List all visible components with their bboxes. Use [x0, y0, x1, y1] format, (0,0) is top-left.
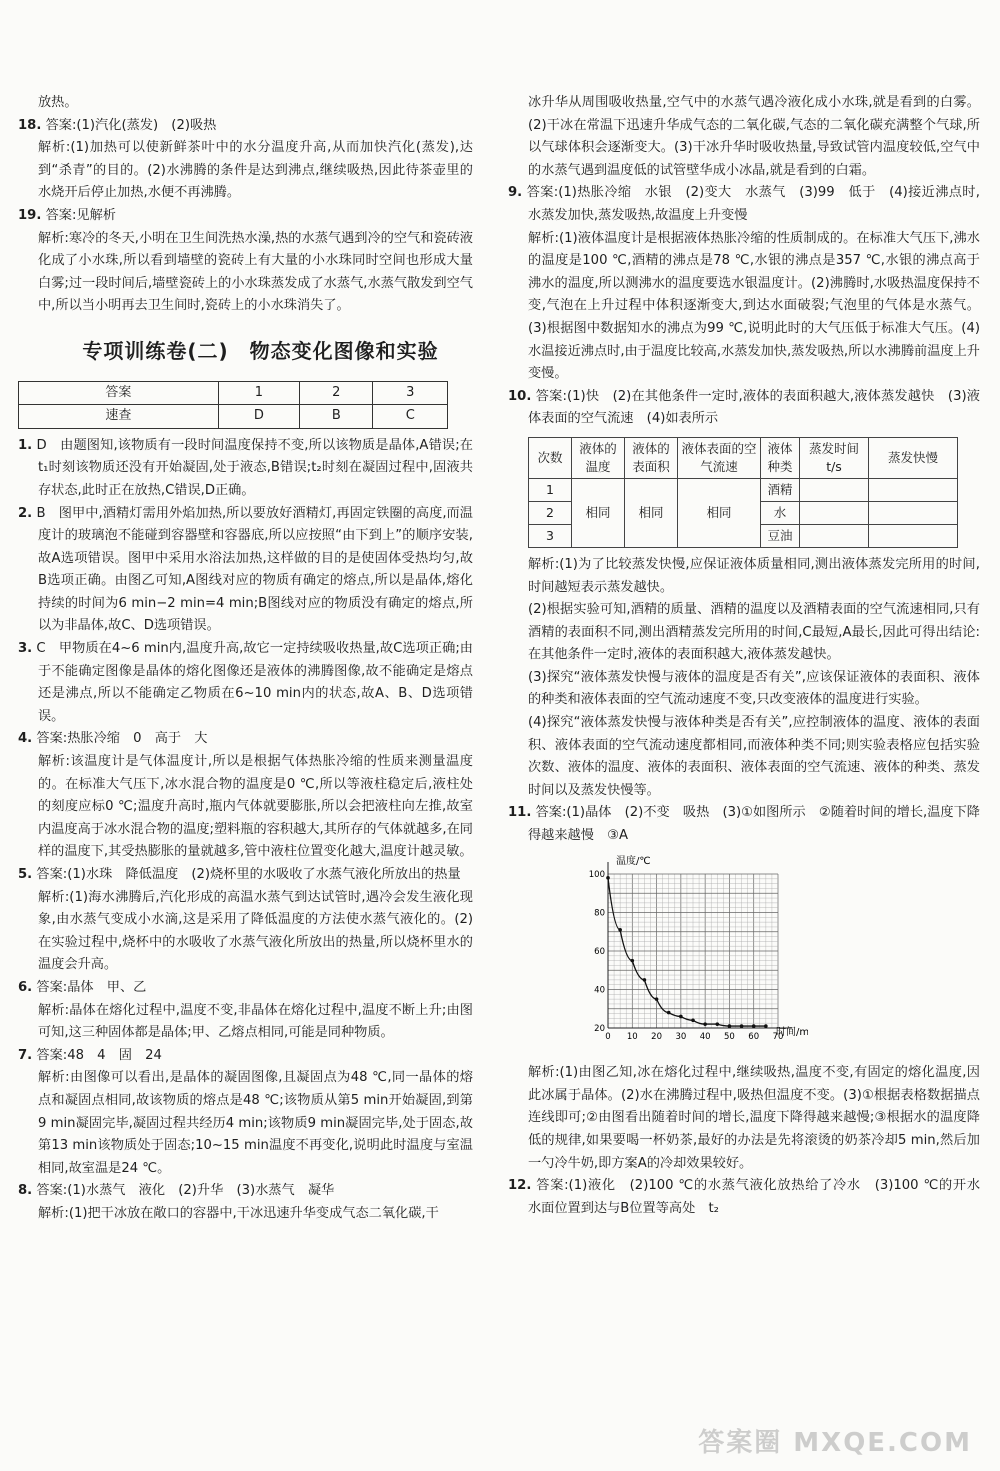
y-axis-label: 温度/℃: [616, 855, 651, 867]
question-number: 2.: [18, 505, 33, 521]
question-number: 12.: [508, 1178, 532, 1194]
answer-text: B 图甲中,酒精灯需用外焰加热,所以要放好酒精灯,再固定铁圈的高度,而温度计的玻璃泡不能碰到容器壁和容器底,所以应按照“由下到上”的顺序安装,故A选项错误。图甲中采用水浴法加热,这样做的目的是使固体受热均匀,故B选项正确。由图乙可知,A图线对应的物质有确定的熔点,所以是晶体,熔化持续的时间为6 min−2 min=4 min;B图线对应的物质没有确定的熔点,所以为非晶体,故C、D选项错误。: [36, 505, 473, 634]
answer-text: 答案:(1)汽化(蒸发) (2)吸热: [45, 117, 217, 133]
table-header-cell: 蒸发快慢: [869, 437, 958, 478]
data-point: [655, 997, 659, 1001]
answer-text: 答案:(1)快 (2)在其他条件一定时,液体的表面积越大,液体蒸发越快 (3)液体表面的空气流速 (4)如表所示: [528, 388, 980, 427]
analysis-text: 解析:(1)液体温度计是根据液体热胀冷缩的性质制成的。在标准大气压下,沸水的温度是100 ℃,酒精的沸点是78 ℃,水银的沸点是357 ℃,水银的沸点高于沸水的温度,所以测沸水的温度要选水银温度计。(2)沸腾时,水吸热温度保持不变,气泡在上升过程中体积逐渐变大,到达水面破裂;气泡里的气体是水蒸气。(3)根据图中数据知水的沸点为99 ℃,说明此时的大气压低于标准大气压。(4)水温接近沸点时,由于温度比较高,水蒸发加快,蒸发吸热,所以水沸腾前温度上升变慢。: [528, 230, 980, 382]
table-header-cell: 次数: [529, 437, 572, 478]
x-tick-label: 70: [772, 1031, 784, 1042]
table-cell: 水: [761, 501, 800, 524]
x-tick-label: 20: [651, 1031, 662, 1042]
question-4: [18, 728, 473, 751]
answer-text: 答案:(1)水珠 降低温度 (2)烧杯里的水吸收了水蒸气液化所放出的热量: [36, 867, 461, 882]
x-axis-label: 时间/m: [776, 1026, 808, 1038]
question-number: 4.: [18, 731, 33, 747]
cooling-curve-chart: [578, 852, 980, 1061]
x-tick-label: 0: [605, 1031, 611, 1042]
question-3: [18, 638, 473, 728]
question-number: 1.: [18, 437, 33, 453]
data-point: [630, 958, 634, 962]
answer-text: C 甲物质在4~6 min内,温度升高,故它一定持续吸收热量,故C选项正确;由于不能确定图像是晶体的熔化图像还是液体的沸腾图像,故不能确定是熔点还是沸点,所以不能确定乙物质在6~10 min内的状态,故A、B、D选项错误。: [36, 641, 473, 724]
question-number: 18.: [18, 117, 42, 133]
analysis-text: (2)根据实验可知,酒精的质量、酒精的温度以及酒精表面的空气流速相同,只有酒精的表面积不同,测出酒精蒸发完所用的时间,C最短,A最长,因此可得出结论:在其他条件一定时,液体的表面积越大,液体蒸发越快。: [528, 602, 980, 663]
answer-text: 答案:48 4 固 24: [36, 1047, 162, 1063]
answer-text: D 由题图知,该物质有一段时间温度保持不变,所以该物质是晶体,A错误;在t₁时刻该物质还没有开始凝固,处于液态,B错误;t₂时刻在凝固过程中,固液共存状态,此时正在放热,C错误,D正确。: [36, 437, 473, 498]
data-point: [679, 1014, 683, 1018]
analysis-text: 解析:由图像可以看出,是晶体的凝固图像,且凝固点为48 ℃,同一晶体的熔点和凝固点相同,故该物质的熔点是48 ℃;该物质从第5 min开始凝固,到第9 min凝固完毕,凝固过程共经历4 min;该物质9 min凝固完毕,处于固态,故第13 min该物质处于固态;10~15 min温度不再变化,说明此时温度与室温相同,故室温是24 ℃。: [38, 1070, 473, 1176]
section-title: 专项训练卷(二) 物态变化图像和实验: [82, 338, 439, 363]
table-header-cell: 蒸发时间t/s: [800, 437, 869, 478]
y-tick-label: 40: [594, 985, 605, 996]
x-tick-label: 10: [626, 1031, 638, 1042]
analysis-text: 解析:(1)加热可以使新鲜茶叶中的水分温度升高,从而加快汽化(蒸发),达到“杀青”的目的。(2)水沸腾的条件是达到沸点,继续吸热,因此待茶壶里的水烧开后停止加热,水便不再沸腾。: [38, 140, 473, 201]
data-point: [606, 876, 610, 880]
question-number: 5.: [18, 867, 33, 882]
table-cell: 2: [529, 501, 572, 524]
answer-text: 答案:见解析: [45, 207, 116, 223]
table-cell: D: [218, 405, 299, 429]
question-12: [508, 1175, 994, 1220]
answer-text: 答案:(1)热胀冷缩 水银 (2)变大 水蒸气 (3)99 低于 (4)接近沸点时,水蒸发加快,蒸发吸热,故温度上升变慢: [526, 185, 980, 223]
chart-grid: [608, 874, 778, 1028]
analysis-text: 解析:(1)由图乙知,冰在熔化过程中,继续吸热,温度不变,有固定的熔化温度,因此冰属于晶体。(2)水在沸腾过程中,吸热但温度不变。(3)①根据表格数据描点连线即可;②由图看出随着时间的增长,温度下降得越来越慢;③根据水的温度降低的规律,如果要喝一杯奶茶,最好的办法是先将滚烫的奶茶冷却5 min,然后加一勺冷牛奶,即方案A的冷却效果较好。: [528, 1065, 980, 1171]
table-cell: 速查: [19, 405, 219, 429]
text-line: 放热。: [38, 95, 78, 110]
question-number: 7.: [18, 1047, 33, 1063]
question-number: 8.: [18, 1183, 33, 1199]
data-point: [703, 1022, 707, 1026]
answer-text: 答案:(1)水蒸气 液化 (2)升华 (3)水蒸气 凝华: [36, 1183, 335, 1199]
table-cell: [800, 524, 869, 547]
table-cell: 1: [218, 381, 299, 405]
data-point: [667, 1010, 671, 1014]
table-cell: [869, 478, 958, 501]
table-cell: C: [373, 405, 448, 429]
y-tick-label: 80: [594, 908, 605, 919]
right-column: [508, 92, 994, 1220]
data-point: [752, 1024, 756, 1028]
data-point: [715, 1022, 719, 1026]
answer-text: 答案:(1)晶体 (2)不变 吸热 (3)①如图所示 ②随着时间的增长,温度下降得越来越慢 ③A: [528, 805, 980, 844]
answer-text: 答案:热胀冷缩 0 高于 大: [36, 731, 208, 747]
table-cell: 豆油: [761, 524, 800, 547]
question-6: [18, 977, 473, 1000]
table-cell: 酒精: [761, 478, 800, 501]
table-cell: 3: [529, 524, 572, 547]
y-tick-label: 60: [594, 946, 605, 957]
question-number: 10.: [508, 388, 532, 404]
table-cell: 相同: [572, 478, 625, 547]
question-19: [18, 205, 473, 228]
data-point: [691, 1018, 695, 1022]
answer-text: 答案:晶体 甲、乙: [36, 979, 147, 995]
table-cell: 2: [300, 381, 373, 405]
x-tick-label: 60: [748, 1031, 760, 1042]
table-cell: 相同: [678, 478, 761, 547]
table-cell: 1: [529, 478, 572, 501]
question-number: 6.: [18, 979, 33, 995]
table-header-cell: 液体表面的空气流速: [678, 437, 761, 478]
data-point: [764, 1024, 768, 1028]
y-tick-label: 100: [588, 869, 605, 880]
table-cell: 相同: [625, 478, 678, 547]
table-cell: [869, 501, 958, 524]
x-tick-label: 50: [724, 1031, 735, 1042]
x-tick-label: 40: [699, 1031, 711, 1042]
table-cell: [800, 501, 869, 524]
data-point: [728, 1024, 732, 1028]
question-number: 9.: [508, 185, 523, 201]
analysis-text: 解析:寒冷的冬天,小明在卫生间洗热水澡,热的水蒸气遇到冷的空气和瓷砖液化成了小水珠,所以看到墙壁的瓷砖上有大量的小水珠同时空间也形成大量白雾;过一段时间后,墙壁瓷砖上的小水珠蒸发成了水蒸气,水蒸气散发到空气中,所以当小明再去卫生间时,瓷砖上的小水珠消失了。: [38, 230, 473, 314]
analysis-text: (3)探究“液体蒸发快慢与液体的温度是否有关”,应该保证液体的表面积、液体的种类和液体表面的空气流动速度不变,只改变液体的温度进行实验。: [528, 669, 980, 708]
experiment-table: [528, 437, 958, 548]
answer-table: [18, 381, 448, 429]
chart-axes: [608, 862, 792, 1028]
table-cell: [869, 524, 958, 547]
answer-text: 答案:(1)液化 (2)100 ℃的水蒸气液化放热给了冷水 (3)100 ℃的开水 水面位置到达与B位置等高处 t₂: [528, 1178, 994, 1216]
question-10: [508, 386, 980, 431]
left-column: [18, 92, 473, 1226]
y-tick-label: 20: [594, 1023, 605, 1034]
table-header-cell: 液体种类: [761, 437, 800, 478]
table-header-cell: 液体的温度: [572, 437, 625, 478]
analysis-text: 解析:(1)把干冰放在敞口的容器中,干冰迅速升华变成气态二氧化碳,干: [38, 1205, 439, 1221]
question-11: [508, 802, 980, 847]
analysis-text: 冰升华从周围吸收热量,空气中的水蒸气遇冷液化成小水珠,就是看到的白雾。(2)干冰在常温下迅速升华成气态的二氧化碳,气态的二氧化碳充满整个气球,所以气球体积会逐渐变大。(3)干冰升华时吸收热量,导致试管内温度较低,空气中的水蒸气遇到温度低的试管壁华成小冰晶,就是看到的白霜。: [528, 95, 980, 178]
table-cell: B: [300, 405, 373, 429]
table-cell: 3: [373, 381, 448, 405]
table-header-cell: 液体的表面积: [625, 437, 678, 478]
analysis-text: 解析:(1)海水沸腾后,汽化形成的高温水蒸气到达试管时,遇冷会发生液化现象,由水蒸气变成小水滴,这是采用了降低温度的方法使水蒸气液化的。(2)在实验过程中,烧杯中的水吸收了水蒸气液化所放出的热量,所以烧杯里水的温度会升高。: [38, 889, 473, 973]
question-number: 11.: [508, 805, 532, 821]
data-point: [740, 1024, 744, 1028]
question-number: 19.: [18, 207, 42, 223]
data-point: [643, 978, 647, 982]
question-8: [18, 1180, 473, 1203]
question-9: [508, 182, 980, 227]
watermark: 答案圈 MXQE.COM: [698, 1428, 972, 1458]
table-cell: 答案: [19, 381, 219, 405]
analysis-text: 解析:该温度计是气体温度计,所以是根据气体热胀冷缩的性质来测量温度的。在标准大气压下,冰水混合物的温度是0 ℃,所以等液柱稳定后,液柱处的刻度应标0 ℃;温度升高时,瓶内气体就要膨胀,所以会把液柱向左推,故室内温度高于冰水混合物的温度;塑料瓶的容积越大,其所存的气体就越多,在同样的温度下,其受热膨胀的量就越多,管中液柱位置变化越大,温度计越灵敏。: [38, 754, 473, 860]
analysis-text: 解析:(1)为了比较蒸发快慢,应保证液体质量相同,测出液体蒸发完所用的时间,时间越短表示蒸发越快。: [528, 556, 980, 595]
analysis-text: 解析:晶体在熔化过程中,温度不变,非晶体在熔化过程中,温度不断上升;由图可知,这三种固体都是晶体;甲、乙熔点相同,可能是同种物质。: [38, 1002, 473, 1041]
question-number: 3.: [18, 641, 33, 657]
chart-svg: [578, 852, 808, 1052]
question-18: [18, 115, 473, 138]
analysis-text: (4)探究“液体蒸发快慢与液体种类是否有关”,应控制液体的温度、液体的表面积、液体表面的空气流动速度都相同,而液体种类不同;则实验表格应包括实验次数、液体的温度、液体的表面积、液体表面的空气流速、液体的种类、蒸发时间以及蒸发快慢等。: [528, 715, 980, 798]
table-cell: [800, 478, 869, 501]
question-2: [18, 503, 473, 639]
question-1: [18, 435, 473, 503]
x-tick-label: 30: [675, 1031, 687, 1042]
question-5: [18, 864, 473, 887]
question-7: [18, 1045, 473, 1068]
data-point: [618, 928, 622, 932]
